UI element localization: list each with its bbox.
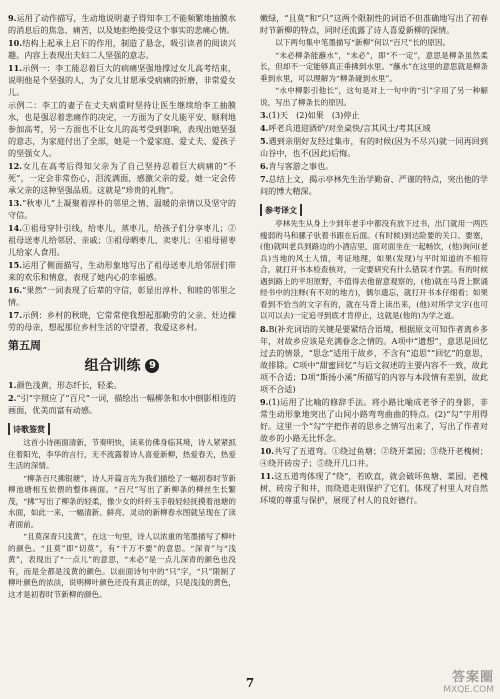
answer-item-11b: 示例二：李工的妻子在丈夫病重时坚持让医生继续给李工抽膜水，也是强忍着悲痛作的决定，一方面为了女儿能平安、顺利地参加高考，另一方面也不让女儿的高考受到影响，表现出她坚强的意志，为家庭付出了全部，她是一个爱家庭、爱丈夫、爱孩子的坚强女人。 bbox=[8, 100, 236, 158]
answer-item-15: 15.运用了侧面描写，生动形象地写出了祖母送枣儿给邻居们带来的欢乐和情意，表现了她内心的幸福感。 bbox=[8, 260, 236, 282]
answer-item-8: 8.B(补充词语的关键是要紧结合语境，根据原文可知作者离乡多年，对故乡应该是充满眷念之情的。A项中“遗想”，意思是回忆过去的情景，“思念”适用于故乡，不含有“追思”“回忆”的意思，故排除。C项中“甜蜜回忆”与后文叙述的主要内容不一致，故此项不合适；D项“斯扬小溪”所描写的内容与本段情有差别，故此项不合适) bbox=[260, 323, 488, 394]
watermark-line1: 答案圈 bbox=[451, 670, 494, 685]
answer-item-3: 3.(1)天 (2)如果 (3)停止 bbox=[260, 110, 360, 120]
right-column bbox=[260, 12, 488, 507]
answer-item-17: 17.示例：乡村的秋晓，它常常使我想起那勤劳的父亲、灶边操劳的母亲，想起那位乡村生活的守望者，我爱这乡村。 bbox=[8, 310, 236, 332]
watermark-logo bbox=[443, 666, 494, 695]
answer-item-16: 16.“果然”一词表现了后辈的守信，彰显出淳朴、和睦的邻里之情。 bbox=[8, 285, 236, 307]
analysis-paragraph: 这首小诗画面清新，节奏明快，读来仿佛身临其境，诗人紧紧抓住着阳光，李华的言行，无不流露着诗人喜爱新柳，热爱春天，热爱生活的深情。 bbox=[8, 438, 236, 470]
analysis-paragraph: “柳条百尺拂银塘”，诗人开篇言先为我们描绘了一幅初春时节新柳池塘相互依偎的整体画面。“百尺”写出了新柳条的柳丝生长繁茂，“拂”写出了柳条的轻柔，像少女的纤纤玉手般轻轻抚摸着池塘的水面，如此一来，一幅清新、鲜亮、灵动的新柳春水图就呈现在了读者面前。 bbox=[8, 473, 236, 529]
answer-item-1: 1.颜色浅黄，形态纤长，轻柔。 bbox=[8, 380, 122, 390]
answer-item-7: 7.总结上文，揭示亭林先生治学勤奋、严谨的特点，突出他的学问的博大精深。 bbox=[260, 174, 488, 196]
poem-appreciation-tag: 诗歌鉴赏 bbox=[8, 423, 50, 435]
answer-item-11: 11.示例一：李工能忍着巨大的病痛坚强地撑过女儿高考结束，说明他是个坚强的人，为了女儿甘愿承受病痛的折磨，非常爱女儿。 bbox=[8, 63, 236, 97]
answer-item-10: 10.结构上起承上启下的作用，制造了悬念，吸引读者的阅读兴趣。内容上表现出夫妇二人坚强的意志。 bbox=[8, 38, 236, 60]
analysis-paragraph: 以下两句集中笔墨描写“新柳”何以“百尺”长的原因。 bbox=[275, 38, 451, 47]
answer-item-11c: 11.这五道弯体现了“绕”，若欧直，就会破坏鱼塘、菜园、老槐树、砖房子和井，而绕道走则保护了它们，体现了村里人对自然环境的尊重与保护，展现了村人的良好德行。 bbox=[260, 470, 488, 505]
reference-translation-tag: 参考译文 bbox=[260, 204, 302, 216]
translation-paragraph: 亭林先生从身上少到年老手中都没有放下过书，出门就用一两匹瘦弱的马和骡子驮着书跟在后面。(有时候)到达险要的关口、要塞，(他)就叫老兵到路边的小酒店里，面对面坐在一起畅饮，(他)询问(老兵)当地的风土人情，考证地理，如果(发现)与平时知道的不相符合，就打开书本检查核对，一定要研究有什么错误才作罢。有的时候遇到路上的平坦原野，不值得去他留意观察的，(他)就在马背上默诵经书中的注释(有不对的地方)，偶尔遗忘，就打开书本仔细看；如果看到不恰当的文字有的，就在马背上读出来，(他)对所学文字(也可以可以去)一定追寻到底才肯停止，这就是(他的)为学之道。 bbox=[260, 219, 488, 320]
analysis-paragraph: “且莫深青只浅黄”，在这一句里，诗人以浓重的笔墨描写了柳叶的颜色。“且莫”即“切莫”，有“千万不要”的意思。“深青”与“浅黄”，表现出了“一点儿”的意思，“未必”是一点儿深青的颜色也没有，而是全都是浅黄的颜色。以前面诗句中的“只”字，“只”限制了柳叶颜色的浓淡，说明柳叶颜色还没有真正的绿，只是浅浅的黄色，这才是初春时节新柳的颜色。 bbox=[8, 532, 236, 599]
answer-item-9: 9.运用了动作描写，生动地说明妻子得知李工不能频繁地抽膜水的消息后的焦急、痛苦，以及她拒绝接受这个事实的悲痛心情。 bbox=[8, 13, 236, 35]
answer-item-9b: 9.(1)运用了比喻的修辞手法。将小路比喻成老爷子的身影，非常生动形象地突出了山间小路弯弯曲曲的特点。(2)“勾”字用得好。这里一个“勾”字把作者的思乡之情写出来了，写出了作者对故乡的小路无比怀念。 bbox=[260, 396, 488, 443]
page-number: 7 bbox=[245, 676, 255, 690]
answer-item-13: 13.“秋枣儿”上凝聚着淳朴的邻里之情、温暖的亲情以及坚守的守信。 bbox=[8, 198, 236, 220]
analysis-paragraph: 嫩绿，“且莫”和“只”这两个限制性的词语不但准确地写出了初春时节新柳的特点，同时还流露了诗人喜爱新柳的深情。 bbox=[260, 13, 488, 35]
answer-item-14: 14.①祖母穿针引线，给枣儿，蒸枣儿，给孩子们分享枣儿；②祖母送枣儿给邻居、亲戚；③祖母晒枣儿、卖枣儿；④祖母留枣儿给家人食用。 bbox=[8, 223, 236, 257]
answer-item-10b: 10.共写了五道弯。①绕过鱼塘；②绕开菜园；③绕开老槐树；④绕开砖房子；⑤绕开几口井。 bbox=[260, 445, 488, 468]
left-column bbox=[8, 12, 236, 601]
answer-item-4: 4.呼老兵道迎酒炉/对坐桌快/言其风土/考其区域 bbox=[260, 123, 431, 133]
answer-item-2: 2.“引”字照应了“百尺”一词，描绘出一幅柳条和水中倒影相连的画面，优美而富有动感。 bbox=[8, 393, 236, 415]
answer-item-12: 12.女儿在高考后得知父亲为了自己坚持忍着巨大病痛的“不死”，一定会非常伤心，泪流满面，感激父亲的爱，她一定会传承父亲的这种坚强品质。这就是“珍贵的礼物”。 bbox=[8, 161, 236, 195]
section-title bbox=[8, 355, 236, 375]
answer-list-1 bbox=[8, 12, 236, 333]
answer-item-6: 6.肯与客游之事也。 bbox=[260, 161, 334, 171]
week-heading: 第五周 bbox=[8, 339, 41, 352]
watermark-line2: MXQE.COM bbox=[443, 685, 494, 695]
section-number-badge: 9 bbox=[145, 359, 159, 373]
section-title-text: 组合训练 bbox=[84, 358, 141, 374]
analysis-paragraph: “未必柳条能蘸水”，“未必”，即“不一定”，意思是柳条虽然柔长，但却不一定能够真正垂拂到水里。“蘸水”在这里的意思就是柳条垂到水里，可以理解为“柳条碰到水里”。 bbox=[260, 50, 488, 83]
answer-item-5: 5.遇到亲朋好友经过集市，有的时候(因为不尽兴)就一同再回到山谷中，也不(因此)后悔。 bbox=[260, 136, 488, 158]
analysis-paragraph: “水中柳影引他长”，这句是对上一句中的“引”字用了另一种解说，写出了柳条长的原因。 bbox=[260, 86, 488, 107]
